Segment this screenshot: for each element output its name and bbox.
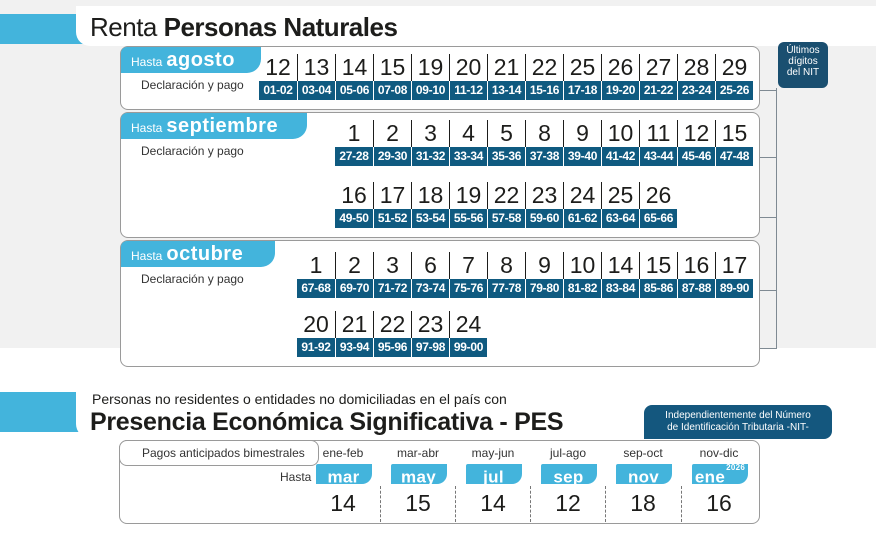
date-cell: [639, 54, 677, 100]
nit-range: 91-92: [297, 338, 335, 357]
day: 20: [449, 54, 487, 81]
nit-range: 65-66: [639, 209, 677, 228]
pes-hasta: Hasta: [280, 470, 312, 484]
pes-column: [606, 446, 680, 517]
nit-range: 37-38: [525, 147, 563, 166]
pes-accent: [0, 392, 84, 432]
date-cell: [411, 120, 449, 166]
date-cell: [715, 252, 753, 298]
date-cell: [601, 54, 639, 100]
day: 3: [373, 252, 411, 279]
date-cell: [373, 182, 411, 228]
date-cell: [525, 182, 563, 228]
nit-range: 99-00: [449, 338, 487, 357]
date-cell: [601, 252, 639, 298]
date-cell: [335, 54, 373, 100]
nit-range: 13-14: [487, 81, 525, 100]
month-label: ene: [694, 467, 726, 487]
day: 24: [563, 182, 601, 209]
date-cell: [563, 182, 601, 228]
payment-day: 12: [555, 490, 581, 516]
date-cell: [335, 252, 373, 298]
date-cell: [487, 54, 525, 100]
month-label: jul: [483, 467, 504, 487]
date-cell: [335, 120, 373, 166]
date-cell: [449, 120, 487, 166]
pes-title: Presencia Económica Significativa - PES: [90, 408, 564, 436]
date-cell: [411, 252, 449, 298]
nit-range: 27-28: [335, 147, 373, 166]
day: 15: [373, 54, 411, 81]
day: 24: [449, 311, 487, 338]
pes-column: [531, 446, 605, 517]
nit-range: 15-16: [525, 81, 563, 100]
date-cell: [715, 54, 753, 100]
payment-month: [316, 464, 372, 487]
date-cell: [715, 120, 753, 166]
month-label: may: [401, 467, 436, 487]
date-cell: [335, 311, 373, 357]
nit-range: 17-18: [563, 81, 601, 100]
month-label: nov: [627, 467, 660, 487]
date-cell: [601, 182, 639, 228]
nit-range: 07-08: [373, 81, 411, 100]
day: 18: [411, 182, 449, 209]
day: 9: [525, 252, 563, 279]
period-label: jul-ago: [549, 446, 587, 460]
pes-column: [306, 446, 380, 517]
payment-day: 18: [630, 490, 656, 516]
day: 2: [335, 252, 373, 279]
pes-intro: Personas no residentes o entidades no domiciliadas en el país con: [92, 391, 507, 407]
date-cell: [639, 182, 677, 228]
nit-range: 25-26: [715, 81, 753, 100]
date-cell: [525, 120, 563, 166]
date-cell: [639, 120, 677, 166]
day: 3: [411, 120, 449, 147]
nit-range: 09-10: [411, 81, 449, 100]
page-title: [90, 12, 397, 43]
nit-range: 81-82: [563, 279, 601, 298]
day: 14: [335, 54, 373, 81]
panel-octubre: [120, 240, 760, 367]
payment-day: 14: [330, 490, 356, 516]
row-septiembre-2: [335, 182, 677, 228]
panel-septiembre: [120, 112, 760, 238]
date-cell: [639, 252, 677, 298]
day: 25: [563, 54, 601, 81]
connector-vertical: [776, 88, 777, 349]
day: 23: [525, 182, 563, 209]
day: 20: [303, 311, 329, 337]
month-name: agosto: [166, 49, 235, 71]
title-light: Renta: [90, 12, 157, 42]
day: 16: [677, 252, 715, 279]
nit-range: 47-48: [715, 147, 753, 166]
nit-range: 79-80: [525, 279, 563, 298]
tab-septiembre: [121, 113, 307, 139]
day: 21: [487, 54, 525, 81]
date-cell: [373, 120, 411, 166]
day: 19: [411, 54, 449, 81]
date-cell: [449, 54, 487, 100]
nit-range: 51-52: [373, 209, 411, 228]
row-agosto-1: [259, 54, 753, 100]
month-label: mar: [327, 467, 360, 487]
column-divider: [530, 486, 531, 522]
day: 14: [601, 252, 639, 279]
day: 8: [525, 120, 563, 147]
date-cell: [259, 54, 297, 100]
day: 8: [487, 252, 525, 279]
caption-septiembre: Declaración y pago: [141, 144, 244, 158]
nit-range: 57-58: [487, 209, 525, 228]
date-cell: [297, 54, 335, 100]
nit-range: 29-30: [373, 147, 411, 166]
payment-day: 16: [706, 490, 732, 516]
title-bold: Personas Naturales: [163, 12, 398, 42]
date-cell: [601, 120, 639, 166]
date-cell: [449, 182, 487, 228]
day: 26: [639, 182, 677, 209]
nit-range: 01-02: [259, 81, 297, 100]
nit-range: 67-68: [297, 279, 335, 298]
year-label: 2026: [726, 463, 746, 472]
nit-range: 69-70: [335, 279, 373, 298]
nit-range: 21-22: [639, 81, 677, 100]
date-cell: [411, 311, 449, 357]
day: 11: [639, 120, 677, 147]
pes-column: [456, 446, 530, 517]
day: 17: [715, 252, 753, 279]
nit-range: 05-06: [335, 81, 373, 100]
date-cell: [487, 182, 525, 228]
payment-month: [391, 464, 447, 487]
nit-range: 77-78: [487, 279, 525, 298]
date-cell: [411, 54, 449, 100]
day: 17: [373, 182, 411, 209]
nit-range: 93-94: [335, 338, 373, 357]
period-label: may-jun: [471, 446, 515, 460]
hasta-label: Hasta: [131, 55, 163, 69]
nit-range: 33-34: [449, 147, 487, 166]
day: 21: [335, 311, 373, 338]
nit-range: 49-50: [335, 209, 373, 228]
tab-octubre: [121, 241, 275, 267]
nit-range: 71-72: [373, 279, 411, 298]
nit-range: 11-12: [449, 81, 487, 100]
day: 28: [677, 54, 715, 81]
date-cell: [373, 252, 411, 298]
hasta-label: Hasta: [131, 121, 163, 135]
period-label: ene-feb: [322, 446, 364, 460]
column-divider: [605, 486, 606, 522]
day: 5: [487, 120, 525, 147]
caption-agosto: Declaración y pago: [141, 78, 244, 92]
nit-range: 39-40: [563, 147, 601, 166]
nit-range: 89-90: [715, 279, 753, 298]
day: 27: [639, 54, 677, 81]
nit-range: 23-24: [677, 81, 715, 100]
title-accent: [0, 14, 84, 44]
day: 1: [309, 252, 323, 278]
nit-range: 97-98: [411, 338, 449, 357]
caption-octubre: Declaración y pago: [141, 272, 244, 286]
month-label: sep: [553, 467, 584, 487]
payment-month: [541, 464, 597, 487]
nit-digits-note: [778, 42, 828, 88]
date-cell: [563, 54, 601, 100]
date-cell: [677, 54, 715, 100]
nit-range: 61-62: [563, 209, 601, 228]
nit-range: 75-76: [449, 279, 487, 298]
day: 4: [449, 120, 487, 147]
period-label: mar-abr: [396, 446, 439, 460]
column-divider: [380, 486, 381, 522]
nit-note-line3: del NIT: [786, 67, 820, 78]
payment-month: [616, 464, 672, 487]
day: 10: [563, 252, 601, 279]
day: 15: [715, 120, 753, 147]
payment-month: [692, 463, 748, 487]
payment-day: 14: [480, 490, 506, 516]
period-label: sep-oct: [623, 446, 663, 460]
row-octubre-2: [297, 311, 487, 357]
date-cell: [449, 311, 487, 357]
day: 25: [601, 182, 639, 209]
day: 22: [487, 182, 525, 209]
day: 22: [525, 54, 563, 81]
day: 26: [601, 54, 639, 81]
date-cell: [373, 311, 411, 357]
pes-note: [644, 405, 832, 439]
period-label: nov-dic: [699, 446, 739, 460]
nit-range: 19-20: [601, 81, 639, 100]
nit-range: 35-36: [487, 147, 525, 166]
day: 12: [677, 120, 715, 147]
day: 22: [373, 311, 411, 338]
date-cell: [487, 252, 525, 298]
date-cell: [487, 120, 525, 166]
nit-range: 43-44: [639, 147, 677, 166]
nit-range: 55-56: [449, 209, 487, 228]
day: 29: [715, 54, 753, 81]
nit-range: 45-46: [677, 147, 715, 166]
nit-range: 85-86: [639, 279, 677, 298]
day: 12: [265, 54, 291, 80]
pes-column: [682, 446, 756, 517]
row-septiembre-1: [335, 120, 753, 166]
payment-day: 15: [405, 490, 431, 516]
nit-range: 73-74: [411, 279, 449, 298]
column-divider: [455, 486, 456, 522]
date-cell: [677, 252, 715, 298]
pes-note-line2: de Identificación Tributaria -NIT-: [667, 422, 809, 433]
pes-note-line1: Independientemente del Número: [665, 410, 811, 421]
nit-range: 59-60: [525, 209, 563, 228]
pes-column: [381, 446, 455, 517]
nit-range: 53-54: [411, 209, 449, 228]
tab-agosto: [121, 47, 261, 73]
day: 19: [449, 182, 487, 209]
date-cell: [563, 252, 601, 298]
row-octubre-1: [297, 252, 753, 298]
nit-range: 63-64: [601, 209, 639, 228]
day: 15: [639, 252, 677, 279]
date-cell: [563, 120, 601, 166]
nit-range: 95-96: [373, 338, 411, 357]
day: 9: [563, 120, 601, 147]
month-name: septiembre: [166, 115, 279, 137]
month-name: octubre: [166, 243, 244, 265]
nit-note-line2: dígitos: [788, 56, 818, 67]
column-divider: [681, 486, 682, 522]
date-cell: [297, 311, 335, 357]
day: 2: [373, 120, 411, 147]
day: 13: [297, 54, 335, 81]
date-cell: [411, 182, 449, 228]
nit-note-line1: Últimos: [786, 45, 820, 56]
day: 1: [347, 120, 361, 146]
date-cell: [297, 252, 335, 298]
nit-range: 03-04: [297, 81, 335, 100]
date-cell: [335, 182, 373, 228]
day: 7: [449, 252, 487, 279]
payment-month: [466, 464, 522, 487]
date-cell: [677, 120, 715, 166]
date-cell: [525, 252, 563, 298]
day: 23: [411, 311, 449, 338]
date-cell: [525, 54, 563, 100]
hasta-label: Hasta: [131, 249, 163, 263]
date-cell: [449, 252, 487, 298]
day: 16: [341, 182, 367, 208]
nit-range: 41-42: [601, 147, 639, 166]
pes-label: Pagos anticipados bimestrales: [119, 440, 319, 466]
day: 6: [411, 252, 449, 279]
date-cell: [373, 54, 411, 100]
panel-agosto: [120, 46, 760, 110]
nit-range: 83-84: [601, 279, 639, 298]
nit-range: 31-32: [411, 147, 449, 166]
nit-range: 87-88: [677, 279, 715, 298]
day: 10: [601, 120, 639, 147]
